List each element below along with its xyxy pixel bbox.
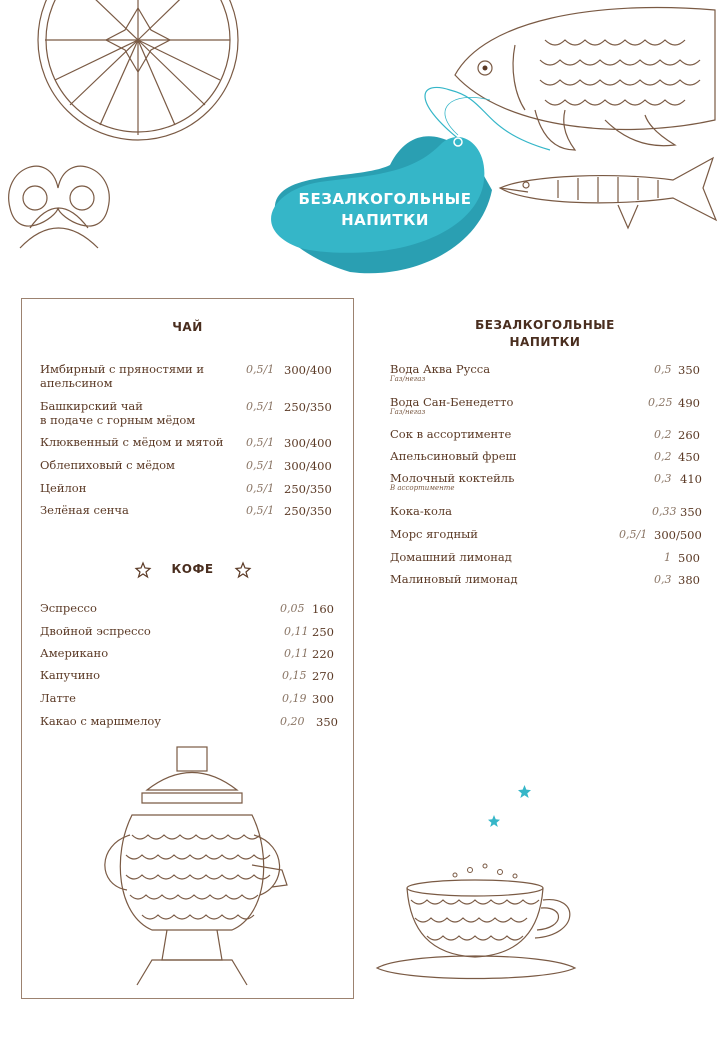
item-name: Американо bbox=[40, 646, 109, 660]
item-name: Эспрессо bbox=[40, 601, 97, 615]
item-volume: 1 bbox=[664, 551, 671, 564]
item-price: 500 bbox=[678, 551, 700, 565]
item-volume: 0,11 bbox=[284, 625, 309, 638]
item-volume: 0,3 bbox=[654, 472, 672, 485]
section-title-badge bbox=[270, 120, 500, 280]
item-name: Зелёная сенча bbox=[40, 503, 129, 517]
item-price: 300/400 bbox=[284, 459, 332, 473]
menu-item bbox=[390, 528, 700, 548]
item-price: 270 bbox=[312, 669, 334, 683]
pretzel-illustration bbox=[0, 148, 120, 268]
item-volume: 0,19 bbox=[282, 692, 307, 705]
menu-item bbox=[40, 399, 332, 427]
coffee-section-title: КОФЕ bbox=[171, 562, 214, 576]
item-price: 350 bbox=[678, 363, 700, 377]
menu-item bbox=[40, 482, 332, 502]
menu-item bbox=[40, 625, 334, 645]
item-price: 410 bbox=[680, 472, 702, 486]
item-volume: 0,3 bbox=[654, 573, 672, 586]
menu-item bbox=[390, 428, 700, 448]
item-name: Башкирский чай bbox=[40, 399, 143, 413]
menu-item bbox=[40, 436, 332, 456]
menu-item bbox=[390, 472, 700, 492]
star-icon bbox=[518, 785, 531, 798]
item-price: 250/350 bbox=[284, 482, 332, 496]
item-note: Газ/негаз bbox=[390, 408, 426, 416]
menu-item bbox=[390, 396, 700, 416]
menu-item bbox=[40, 362, 332, 390]
item-price: 250/350 bbox=[284, 504, 332, 518]
item-volume: 0,5/1 bbox=[246, 504, 275, 517]
item-volume: 0,5/1 bbox=[619, 528, 648, 541]
item-name: Вода Сан-Бенедетто bbox=[390, 395, 514, 409]
item-price: 300 bbox=[312, 692, 334, 706]
star-icon bbox=[488, 815, 500, 827]
item-name: Морс ягодный bbox=[390, 527, 478, 541]
menu-item bbox=[390, 551, 700, 571]
item-volume: 0,5/1 bbox=[246, 459, 275, 472]
item-volume: 0,15 bbox=[282, 669, 307, 682]
item-price: 260 bbox=[678, 428, 700, 442]
item-name: Латте bbox=[40, 691, 76, 705]
item-name: Капучино bbox=[40, 668, 101, 682]
item-volume: 0,2 bbox=[654, 428, 672, 441]
item-price: 350 bbox=[316, 715, 338, 729]
menu-item bbox=[390, 450, 700, 470]
item-name: Цейлон bbox=[40, 481, 87, 495]
item-volume: 0,5 bbox=[654, 363, 672, 376]
item-volume: 0,5/1 bbox=[246, 363, 275, 376]
item-name: Малиновый лимонад bbox=[390, 572, 518, 586]
item-price: 250/350 bbox=[284, 400, 332, 414]
item-volume: 0,2 bbox=[654, 450, 672, 463]
teacup-illustration bbox=[375, 860, 585, 990]
item-name-line2: апельсином bbox=[40, 376, 113, 390]
item-note: Газ/негаз bbox=[390, 375, 426, 383]
item-name: Вода Аква Русса bbox=[390, 362, 491, 376]
item-name: Молочный коктейль bbox=[390, 471, 515, 485]
menu-item bbox=[40, 459, 332, 479]
item-price: 160 bbox=[312, 602, 334, 616]
item-name: Имбирный с пряностями и bbox=[40, 362, 205, 376]
item-price: 220 bbox=[312, 647, 334, 661]
item-volume: 0,25 bbox=[648, 396, 673, 409]
item-price: 250 bbox=[312, 625, 334, 639]
item-name: Клюквенный с мёдом и мятой bbox=[40, 435, 224, 449]
item-name: Какао с маршмелоу bbox=[40, 714, 162, 728]
item-volume: 0,05 bbox=[280, 602, 305, 615]
item-price: 300/400 bbox=[284, 436, 332, 450]
item-name: Кока-кола bbox=[390, 504, 453, 518]
item-name: Облепиховый с мёдом bbox=[40, 458, 175, 472]
menu-item bbox=[390, 363, 700, 383]
menu-item bbox=[40, 692, 334, 712]
item-name: Двойной эспрессо bbox=[40, 624, 151, 638]
item-volume: 0,33 bbox=[652, 505, 677, 518]
item-name-line2: в подаче с горным мёдом bbox=[40, 413, 196, 427]
star-icon bbox=[136, 563, 150, 577]
item-price: 350 bbox=[680, 505, 702, 519]
item-volume: 0,5/1 bbox=[246, 436, 275, 449]
badge-title-line2: НАПИТКИ bbox=[341, 211, 429, 229]
item-volume: 0,20 bbox=[280, 715, 305, 728]
menu-item bbox=[390, 505, 700, 525]
item-volume: 0,5/1 bbox=[246, 400, 275, 413]
item-name: Домашний лимонад bbox=[390, 550, 512, 564]
item-price: 490 bbox=[678, 396, 700, 410]
item-name: Апельсиновый фреш bbox=[390, 449, 517, 463]
menu-item bbox=[390, 573, 700, 593]
soft-drinks-title-line1: БЕЗАЛКОГОЛЬНЫЕ bbox=[475, 318, 615, 332]
samovar-illustration bbox=[92, 745, 302, 995]
menu-item bbox=[40, 714, 338, 735]
item-price: 380 bbox=[678, 573, 700, 587]
menu-item bbox=[40, 504, 332, 524]
soft-drinks-title-line2: НАПИТКИ bbox=[509, 335, 581, 349]
item-price: 300/400 bbox=[284, 363, 332, 377]
menu-item bbox=[40, 669, 334, 689]
pike-illustration bbox=[498, 150, 720, 230]
item-name: Сок в ассортименте bbox=[390, 427, 512, 441]
star-icon bbox=[236, 563, 250, 577]
menu-item bbox=[40, 647, 334, 667]
tea-section-title: ЧАЙ bbox=[172, 320, 203, 334]
item-note: В ассортименте bbox=[390, 484, 455, 492]
item-price: 450 bbox=[678, 450, 700, 464]
item-volume: 0,11 bbox=[284, 647, 309, 660]
item-volume: 0,5/1 bbox=[246, 482, 275, 495]
item-price: 300/500 bbox=[654, 528, 702, 542]
lemon-slice-illustration bbox=[30, 0, 245, 145]
badge-title-line1: БЕЗАЛКОГОЛЬНЫЕ bbox=[298, 190, 472, 208]
menu-item bbox=[40, 602, 334, 622]
